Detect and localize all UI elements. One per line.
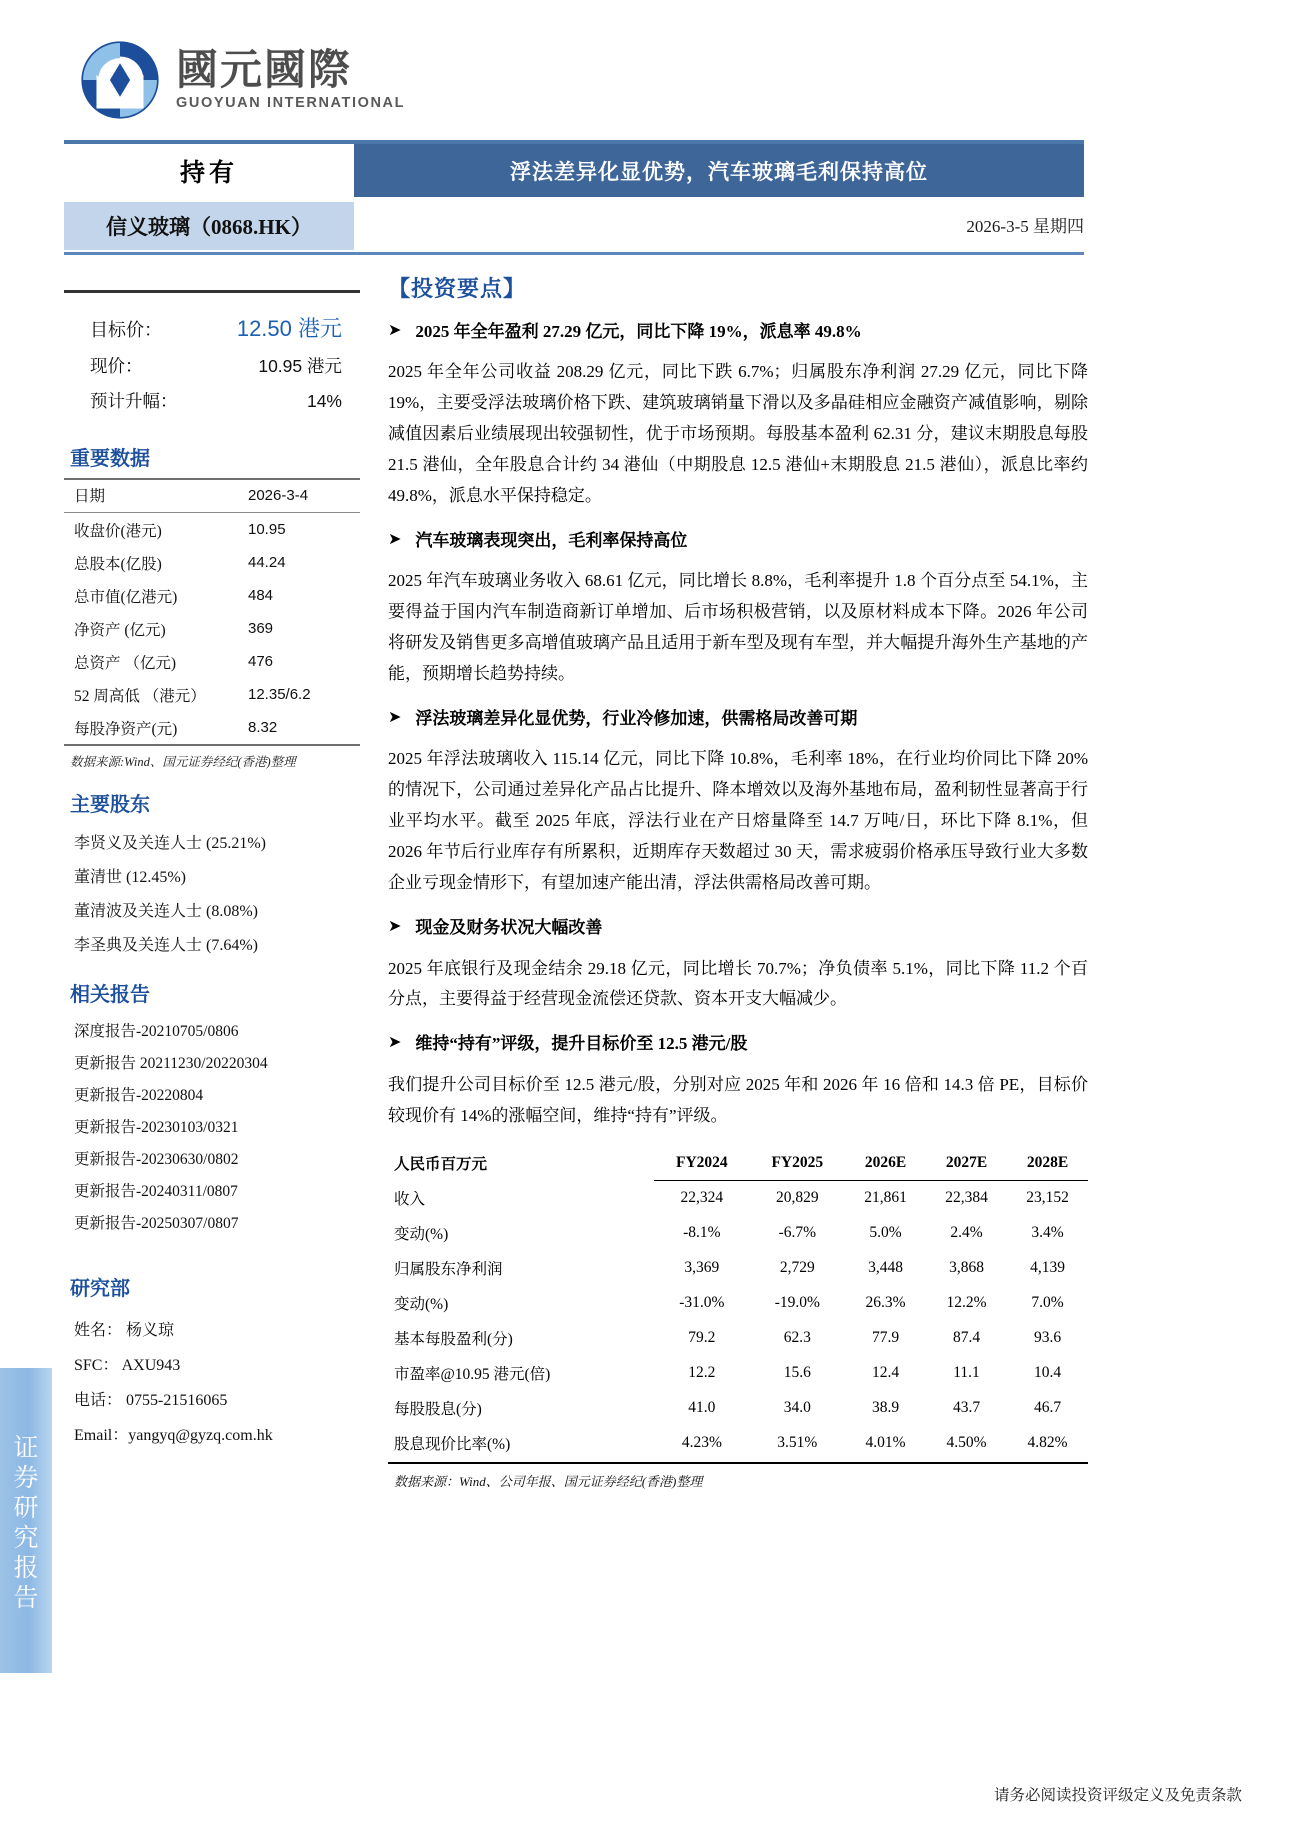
section-heading <box>388 706 1088 732</box>
fin-cell: 3,369 <box>684 1259 720 1277</box>
keydata-bottom-rule <box>64 744 360 746</box>
table-row <box>388 1321 1088 1356</box>
keydata-table <box>64 480 360 512</box>
keydata-value: 8.32 <box>248 719 278 737</box>
table-row <box>64 678 360 711</box>
fin-row-label: 变动(%) <box>394 1226 449 1244</box>
table-row <box>388 1391 1088 1426</box>
keydata-label: 每股净资产(元) <box>74 720 178 738</box>
research-contact-block <box>64 1311 360 1451</box>
table-row <box>64 711 360 744</box>
upside-value: 14% <box>306 391 342 411</box>
fin-cell: 43.7 <box>952 1399 981 1417</box>
current-price-value: 10.95 港元 <box>258 356 342 376</box>
fin-cell: 2.4% <box>950 1224 983 1242</box>
fin-cell: -19.0% <box>774 1294 820 1312</box>
keydata-value: 10.95 <box>248 521 286 539</box>
vertical-banner-char: 研 <box>13 1495 39 1522</box>
logo-chinese-name: 國元國際 <box>176 47 353 94</box>
vertical-banner <box>0 1368 52 1673</box>
logo-english-name: GUOYUAN INTERNATIONAL <box>176 95 406 112</box>
section-heading-text: 浮法玻璃差异化显优势，行业冷修加速，供需格局改善可期 <box>415 709 858 729</box>
analyst-email-row[interactable]: Email：yangyq@gyzq.com.hk <box>74 1427 273 1445</box>
fin-row-label: 变动(%) <box>394 1296 449 1314</box>
rating-label: 持有 <box>179 159 238 187</box>
vertical-banner-char: 究 <box>13 1525 39 1552</box>
keydata-header-label: 日期 <box>74 488 106 505</box>
rating-badge <box>64 144 354 197</box>
company-logo <box>78 34 408 126</box>
fin-cell: 62.3 <box>783 1329 811 1347</box>
fin-cell: -31.0% <box>679 1294 725 1312</box>
fin-col-header: 2028E <box>1007 1146 1088 1181</box>
report-date: 2026-3-5 星期四 <box>966 217 1084 236</box>
fin-cell: 34.0 <box>783 1399 811 1417</box>
fin-cell: 3.4% <box>1031 1224 1064 1242</box>
fin-cell: 21,861 <box>864 1189 907 1207</box>
keydata-value: 476 <box>248 653 274 671</box>
keydata-label: 52 周高低 （港元） <box>74 687 206 705</box>
fin-col-header: FY2024 <box>654 1146 749 1181</box>
section-heading-text: 维持“持有”评级，提升目标价至 12.5 港元/股 <box>415 1034 748 1054</box>
fin-row-label: 收入 <box>394 1191 426 1209</box>
report-headline: 浮法差异化显优势，汽车玻璃毛利保持高位 <box>510 159 928 184</box>
keydata-title: 重要数据 <box>70 448 150 470</box>
fin-row-label: 归属股东净利润 <box>394 1261 503 1279</box>
fin-col-header: FY2025 <box>750 1146 845 1181</box>
chevron-right-icon: ➤ <box>388 322 402 339</box>
main-content <box>388 272 1088 1490</box>
target-price-label: 目标价： <box>90 320 162 340</box>
table-row <box>388 1426 1088 1464</box>
fin-row-label: 市盈率@10.95 港元(倍) <box>394 1366 551 1384</box>
keydata-value: 369 <box>248 620 274 638</box>
research-dept-title: 研究部 <box>70 1278 130 1301</box>
section-heading-text: 2025 年全年盈利 27.29 亿元，同比下降 19%，派息率 49.8% <box>415 322 862 341</box>
fin-cell: 2,729 <box>779 1259 815 1277</box>
keydata-label: 收盘价(港元) <box>74 522 162 540</box>
fin-cell: 46.7 <box>1033 1399 1062 1417</box>
table-row <box>64 546 360 579</box>
ticker-label: 信义玻璃（0868.HK） <box>106 215 312 239</box>
table-header-row <box>388 1146 1088 1181</box>
analyst-sfc-row: SFC： AXU943 <box>74 1357 181 1375</box>
fin-cell: 23,152 <box>1026 1189 1069 1207</box>
fin-cell: 12.4 <box>871 1364 900 1382</box>
section-heading <box>388 319 1088 345</box>
fin-cell: -8.1% <box>683 1224 721 1242</box>
guoyuan-circle-logo-icon <box>78 38 162 122</box>
chevron-right-icon: ➤ <box>388 918 402 936</box>
current-price-row <box>68 348 356 383</box>
table-row <box>64 579 360 612</box>
section-body: 2025 年浮法玻璃收入 115.14 亿元，同比下降 10.8%，毛利率 18%，在行业均价同比下降 20%的情况下，公司通过差异化产品占比提升、降本增效以及海外基地布局，盈利韧性显著高于行业平均水平。截至 2025 年底，浮法行业在产日熔量降至 14.7 万吨/日，环比下降 8.1%，但 2026 年节后行业库存有所累积，近期库存天数超过 30 天，需求疲弱价格承压导致行业大多数企业亏现金情形下，有望加速产能出清，浮法供需格局改善可期。 <box>388 749 1088 893</box>
footer-disclaimer: 请务必阅读投资评级定义及免责条款 <box>993 1787 1242 1804</box>
list-item[interactable]: 更新报告-20230630/0802 <box>74 1151 239 1169</box>
section-heading-text: 汽车玻璃表现突出，毛利率保持高位 <box>415 531 688 551</box>
fin-cell: 26.3% <box>865 1294 906 1312</box>
fin-row-label: 股息现价比率(%) <box>388 1426 654 1464</box>
fin-cell: 12.2% <box>946 1294 987 1312</box>
fin-cell: 3,868 <box>949 1259 984 1277</box>
list-item[interactable]: 更新报告-20220804 <box>74 1087 204 1105</box>
list-item: 李圣典及关连人士 (7.64%) <box>74 936 258 954</box>
fin-cell: 10.4 <box>1033 1364 1062 1382</box>
left-sidebar <box>64 290 360 1451</box>
section-body: 我们提升公司目标价至 12.5 港元/股，分别对应 2025 年和 2026 年 16 倍和 14.3 倍 PE，目标价较现价有 14%的涨幅空间，维持“持有”评级。 <box>388 1074 1088 1125</box>
list-item: 董清波及关连人士 (8.08%) <box>74 902 258 920</box>
fin-cell: 93.6 <box>1033 1329 1062 1347</box>
fin-cell: 5.0% <box>869 1224 902 1242</box>
fin-cell: 22,324 <box>680 1189 724 1207</box>
list-item: 李贤义及关连人士 (25.21%) <box>74 834 266 852</box>
list-item[interactable]: 更新报告-20230103/0321 <box>74 1119 239 1137</box>
upside-label: 预计升幅： <box>90 391 178 411</box>
table-row <box>388 1181 1088 1216</box>
shareholders-list <box>64 824 360 960</box>
financial-table-source: 数据来源：Wind、公司年报、国元证券经纪(香港)整理 <box>394 1474 703 1490</box>
vertical-banner-char: 证 <box>13 1435 39 1462</box>
current-price-label: 现价： <box>90 356 143 376</box>
logo-wordmark <box>176 49 405 111</box>
header-bottom-rule <box>64 252 1084 255</box>
related-reports-list <box>64 1014 360 1238</box>
list-item[interactable]: 更新报告 20211230/20220304 <box>74 1055 268 1073</box>
page-title: 【投资要点】 <box>388 276 527 301</box>
vertical-banner-char: 告 <box>13 1585 39 1612</box>
fin-cell: 4.50% <box>926 1426 1007 1464</box>
list-item[interactable]: 更新报告-20250307/0807 <box>74 1215 239 1233</box>
section-heading <box>388 1031 1088 1057</box>
list-item: 董清世 (12.45%) <box>74 868 186 886</box>
fin-cell: 4.82% <box>1007 1426 1088 1464</box>
report-headline-bar <box>354 144 1084 197</box>
fin-cell: 3.51% <box>750 1426 845 1464</box>
keydata-value: 12.35/6.2 <box>248 686 311 704</box>
chevron-right-icon: ➤ <box>388 1034 402 1052</box>
section-body: 2025 年全年公司收益 208.29 亿元，同比下跌 6.7%；归属股东净利润 27.29 亿元，同比下降 19%，主要受浮法玻璃价格下跌、建筑玻璃销量下滑以及多晶硅相应金融资产减值影响，剔除减值因素后业绩展现出较强韧性，优于市场预期。每股基本盈利 62.31 分，建议末期股息每股 21.5 港仙，全年股息合计约 34 港仙（中期股息 12.5 港仙+末期股息 21.5 港仙），派息比率约 49.8%，派息水平保持稳定。 <box>388 362 1088 506</box>
table-row <box>388 1251 1088 1286</box>
table-row <box>64 645 360 678</box>
section-body: 2025 年底银行及现金结余 29.18 亿元，同比增长 70.7%；净负债率 5.1%，同比下降 11.2 个百分点，主要得益于经营现金流偿还贷款、资本开支大幅减少。 <box>388 958 1088 1009</box>
table-row <box>64 513 360 546</box>
section-heading <box>388 915 1088 941</box>
chevron-right-icon: ➤ <box>388 531 402 549</box>
chevron-right-icon: ➤ <box>388 709 402 727</box>
section-heading <box>388 528 1088 554</box>
fin-cell: 38.9 <box>871 1399 900 1417</box>
keydata-label: 净资产 (亿元) <box>74 621 166 639</box>
fin-col-header: 2026E <box>845 1146 926 1181</box>
ticker-cell <box>64 202 354 250</box>
keydata-rows-table <box>64 513 360 744</box>
fin-cell: 12.2 <box>688 1364 716 1382</box>
fin-cell: 15.6 <box>783 1364 811 1382</box>
fin-col-header: 人民币百万元 <box>394 1156 488 1174</box>
vertical-banner-char: 券 <box>13 1465 39 1492</box>
upside-row <box>68 383 356 418</box>
fin-cell: 22,384 <box>945 1189 988 1207</box>
keydata-value: 484 <box>248 587 274 605</box>
fin-cell: 87.4 <box>952 1329 981 1347</box>
table-row <box>388 1356 1088 1391</box>
fin-cell: 4.23% <box>654 1426 749 1464</box>
fin-cell: 77.9 <box>871 1329 900 1347</box>
section-heading-text: 现金及财务状况大幅改善 <box>415 918 603 938</box>
table-row <box>64 480 360 512</box>
keydata-label: 总资产 （亿元) <box>74 654 177 672</box>
fin-cell: 4,139 <box>1030 1259 1065 1277</box>
fin-cell: 7.0% <box>1031 1294 1064 1312</box>
table-row <box>388 1216 1088 1251</box>
vertical-banner-char: 报 <box>13 1555 39 1582</box>
fin-cell: 4.01% <box>845 1426 926 1464</box>
financial-forecast-table <box>388 1146 1088 1465</box>
fin-cell: 79.2 <box>688 1329 716 1347</box>
target-price-value: 12.50 港元 <box>236 316 342 341</box>
fin-col-header: 2027E <box>926 1146 1007 1181</box>
section-body: 2025 年汽车玻璃业务收入 68.61 亿元，同比增长 8.8%，毛利率提升 1.8 个百分点至 54.1%，主要得益于国内汽车制造商新订单增加、后市场积极营销，以及原材料成本下降。2026 年公司将研发及销售更多高增值玻璃产品且适用于新车型及现有车型，并大幅提升海外生产基地的产能，预期增长趋势持续。 <box>388 571 1088 684</box>
fin-cell: 11.1 <box>953 1364 980 1382</box>
fin-cell: 3,448 <box>868 1259 903 1277</box>
analyst-name-row: 姓名： 杨义琼 <box>74 1322 175 1340</box>
keydata-label: 总股本(亿股) <box>74 555 162 573</box>
list-item[interactable]: 更新报告-20240311/0807 <box>74 1183 238 1201</box>
fin-cell: -6.7% <box>778 1224 817 1242</box>
fin-row-label: 基本每股盈利(分) <box>394 1331 513 1349</box>
table-row <box>388 1286 1088 1321</box>
target-price-row <box>68 307 356 348</box>
fin-cell: 41.0 <box>688 1399 716 1417</box>
fin-cell: 20,829 <box>775 1189 819 1207</box>
fin-row-label: 每股股息(分) <box>394 1401 482 1419</box>
shareholders-title: 主要股东 <box>70 794 150 817</box>
table-row <box>64 612 360 645</box>
keydata-label: 总市值(亿港元) <box>74 588 178 606</box>
keydata-value: 44.24 <box>248 554 286 572</box>
keydata-header-value: 2026-3-4 <box>248 486 309 504</box>
reports-title: 相关报告 <box>70 984 150 1007</box>
analyst-phone-row: 电话： 0755-21516065 <box>74 1392 228 1410</box>
price-box <box>64 293 360 424</box>
keydata-source: 数据来源:Wind、国元证券经纪(香港)整理 <box>70 755 296 770</box>
list-item[interactable]: 深度报告-20210705/0806 <box>74 1023 239 1041</box>
